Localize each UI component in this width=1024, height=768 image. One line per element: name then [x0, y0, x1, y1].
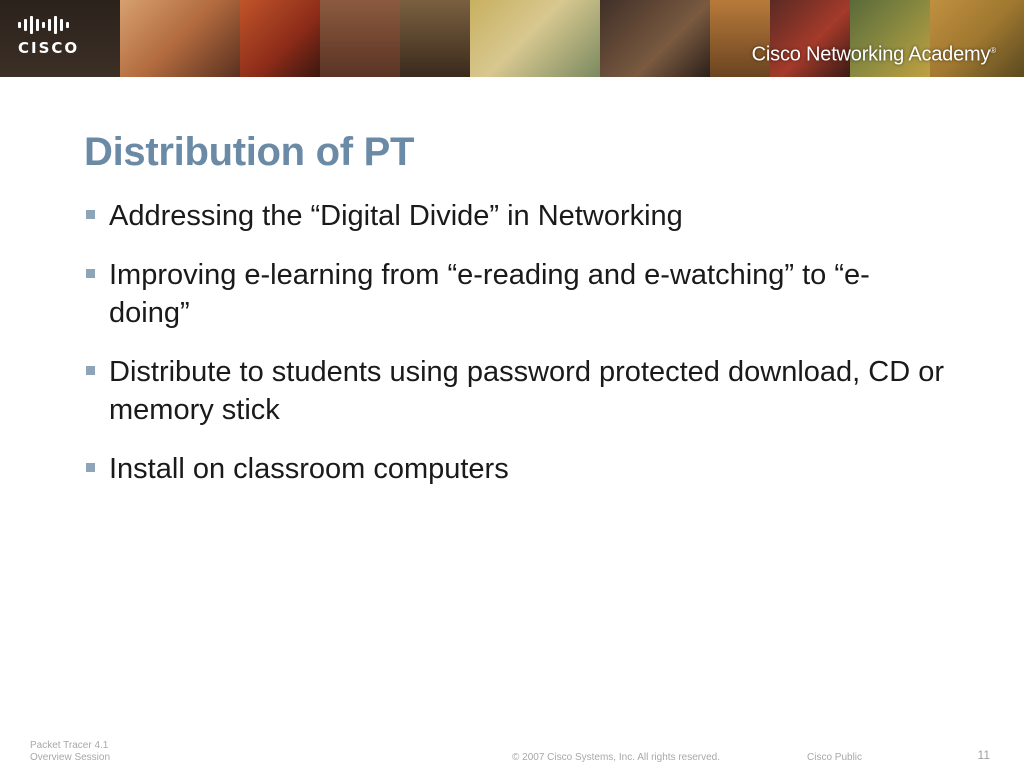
footer-classification: Cisco Public [807, 752, 863, 763]
square-bullet-icon [86, 366, 95, 375]
academy-text: Cisco Networking Academy [751, 43, 991, 66]
banner-photo-3 [240, 0, 320, 77]
banner-photo-2 [120, 0, 240, 77]
footer-session-info [30, 740, 110, 764]
registered-mark: ® [990, 46, 996, 55]
bullet-list [84, 197, 944, 509]
cisco-wordmark: CISCO [18, 39, 80, 57]
square-bullet-icon [86, 463, 95, 472]
cisco-bars-icon [18, 14, 98, 36]
bullet-item [84, 353, 944, 429]
footer-session-name: Overview Session [30, 752, 111, 763]
footer-copyright: © 2007 Cisco Systems, Inc. All rights reserved. [512, 752, 721, 763]
networking-academy-title [752, 39, 996, 67]
bullet-text: Improving e-learning from “e-reading and e-watching” to “e-doing” [109, 259, 870, 329]
bullet-text: Install on classroom computers [109, 453, 509, 485]
page-number: 11 [977, 748, 990, 762]
bullet-text: Distribute to students using password protected download, CD or memory stick [109, 356, 944, 426]
bullet-text: Addressing the “Digital Divide” in Networking [109, 200, 683, 232]
bullet-item [84, 256, 944, 332]
header-banner [0, 0, 1024, 77]
banner-photo-5 [400, 0, 470, 77]
banner-photo-4 [320, 0, 400, 77]
banner-photo-7 [600, 0, 710, 77]
cisco-logo [18, 14, 98, 62]
banner-photo-6 [470, 0, 600, 77]
square-bullet-icon [86, 210, 95, 219]
bullet-item [84, 450, 944, 488]
slide-title: Distribution of PT [84, 130, 415, 174]
footer-course-name: Packet Tracer 4.1 [30, 740, 109, 751]
bullet-item [84, 197, 944, 235]
square-bullet-icon [86, 269, 95, 278]
